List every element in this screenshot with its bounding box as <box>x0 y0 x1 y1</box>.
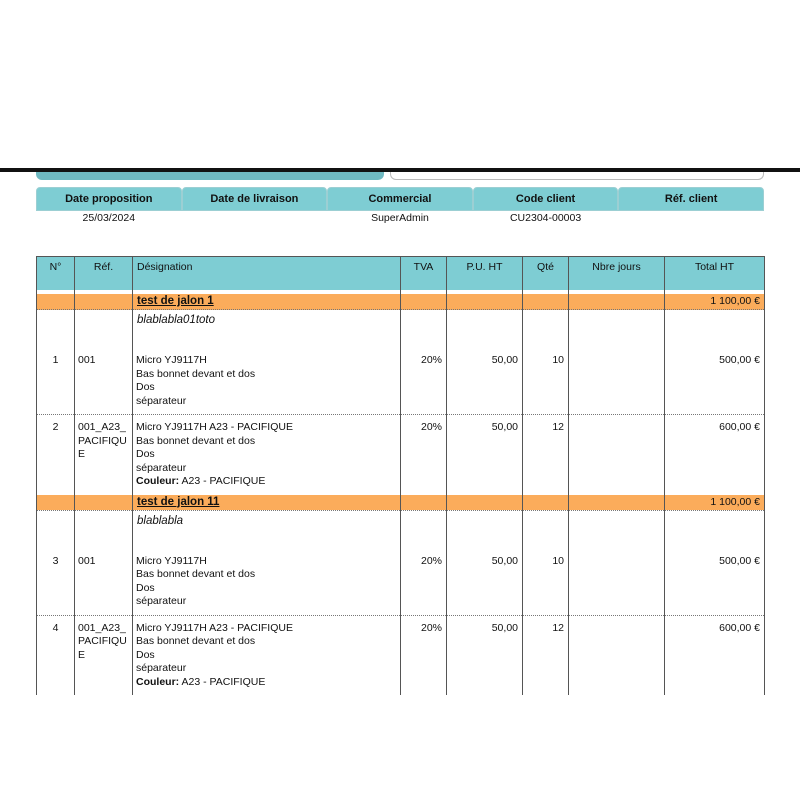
info-value-code-client: CU2304-00003 <box>509 212 582 224</box>
line-total: 600,00 € <box>665 615 765 695</box>
line-qty: 12 <box>523 615 569 695</box>
line-qty: 10 <box>523 334 569 415</box>
col-header-designation: Désignation <box>133 257 401 291</box>
info-value-date-proposition: 25/03/2024 <box>82 212 136 224</box>
lines-table-container <box>36 256 764 688</box>
col-header-days: Nbre jours <box>569 257 665 291</box>
info-value-commercial: SuperAdmin <box>371 212 429 224</box>
header-panel-left <box>36 172 384 180</box>
table-row <box>37 415 765 495</box>
milestone-total: 1 100,00 € <box>665 495 765 511</box>
col-header-num: N° <box>37 257 75 291</box>
milestone-title: test de jalon 1 <box>133 294 401 310</box>
color-label: Couleur: <box>136 675 180 688</box>
line-total: 600,00 € <box>665 415 765 495</box>
line-designation: Micro YJ9117H A23 - PACIFIQUE Bas bonnet devant et dos Dos séparateur Couleur: A23 - PACIFIQUE <box>133 415 401 495</box>
line-days <box>569 535 665 616</box>
info-header-ref-client: Réf. client <box>618 187 764 211</box>
info-value-date-livraison <box>182 211 328 225</box>
col-header-pu: P.U. HT <box>447 257 523 291</box>
table-header-row <box>37 257 765 291</box>
color-value: A23 - PACIFIQUE <box>179 475 266 487</box>
line-pu: 50,00 <box>447 334 523 415</box>
milestone-row <box>37 294 765 310</box>
col-header-total: Total HT <box>665 257 765 291</box>
line-pu: 50,00 <box>447 415 523 495</box>
line-days <box>569 415 665 495</box>
line-total: 500,00 € <box>665 334 765 415</box>
color-value: A23 - PACIFIQUE <box>179 675 266 688</box>
info-header-commercial: Commercial <box>327 187 473 211</box>
color-label: Couleur: <box>136 475 180 487</box>
milestone-note-row <box>37 510 765 535</box>
milestone-note: blablabla01toto <box>133 310 401 335</box>
line-designation: Micro YJ9117H A23 - PACIFIQUE Bas bonnet devant et dos Dos séparateur Couleur: A23 - PACIFIQUE <box>133 615 401 695</box>
line-total: 500,00 € <box>665 535 765 616</box>
line-ref: 001 <box>75 334 133 415</box>
line-tva: 20% <box>401 615 447 695</box>
line-num: 2 <box>37 415 75 495</box>
milestone-note: blablabla <box>133 510 401 535</box>
line-ref: 001 <box>75 535 133 616</box>
line-ref: 001_A23_ PACIFIQU E <box>75 615 133 695</box>
line-qty: 12 <box>523 415 569 495</box>
col-header-tva: TVA <box>401 257 447 291</box>
milestone-total: 1 100,00 € <box>665 294 765 310</box>
line-num: 3 <box>37 535 75 616</box>
document-info-block <box>36 187 764 225</box>
line-pu: 50,00 <box>447 615 523 695</box>
line-num: 1 <box>37 334 75 415</box>
milestone-note-row <box>37 310 765 335</box>
info-header-code-client: Code client <box>473 187 619 211</box>
table-row <box>37 334 765 415</box>
line-tva: 20% <box>401 415 447 495</box>
line-designation: Micro YJ9117H Bas bonnet devant et dos Dos séparateur <box>133 334 401 415</box>
line-ref: 001_A23_ PACIFIQU E <box>75 415 133 495</box>
header-panel-right <box>390 172 764 180</box>
col-header-ref: Réf. <box>75 257 133 291</box>
line-days <box>569 615 665 695</box>
line-days <box>569 334 665 415</box>
info-value-ref-client <box>618 211 764 225</box>
line-qty: 10 <box>523 535 569 616</box>
lines-table <box>36 256 765 695</box>
milestone-title: test de jalon 11 <box>133 495 401 511</box>
table-row <box>37 535 765 616</box>
col-header-qty: Qté <box>523 257 569 291</box>
line-tva: 20% <box>401 535 447 616</box>
line-designation: Micro YJ9117H Bas bonnet devant et dos Dos séparateur <box>133 535 401 616</box>
info-header-date-proposition: Date proposition <box>36 187 182 211</box>
line-num: 4 <box>37 615 75 695</box>
line-tva: 20% <box>401 334 447 415</box>
info-values-row <box>36 211 764 225</box>
milestone-row <box>37 495 765 511</box>
info-header-row <box>36 187 764 211</box>
line-pu: 50,00 <box>447 535 523 616</box>
info-header-date-livraison: Date de livraison <box>182 187 328 211</box>
table-row <box>37 615 765 695</box>
